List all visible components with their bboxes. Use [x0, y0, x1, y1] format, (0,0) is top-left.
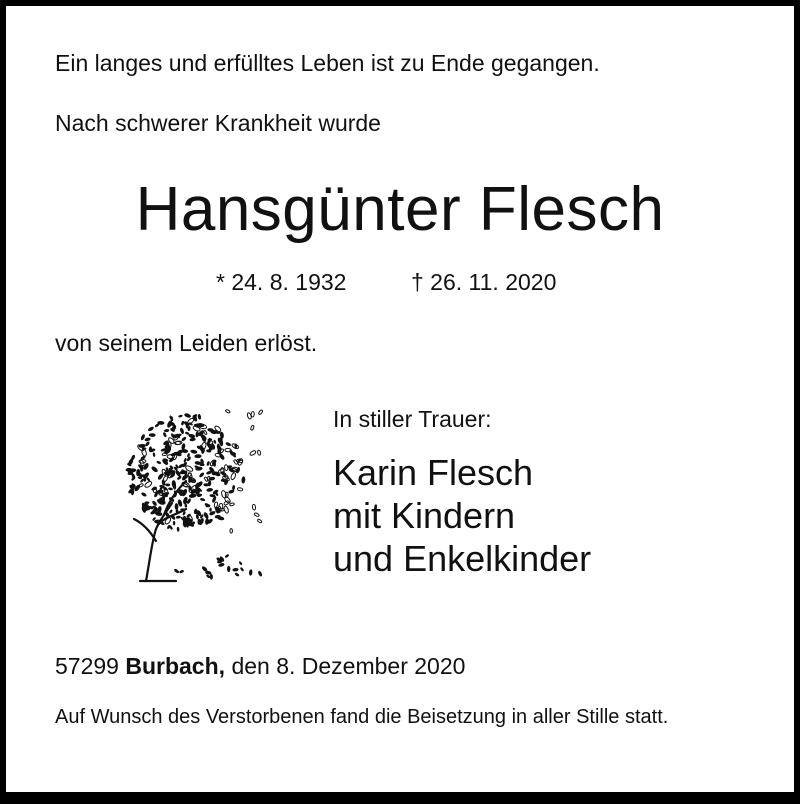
- closing-note: Auf Wunsch des Verstorbenen fand die Beisetzung in aller Stille statt.: [55, 706, 669, 728]
- post-name-line: von seinem Leiden erlöst.: [55, 330, 318, 356]
- birth-date: * 24. 8. 1932: [216, 269, 347, 295]
- place-date: den 8. Dezember 2020: [231, 653, 466, 679]
- pre-name-line: Nach schwerer Krankheit wurde: [55, 110, 381, 136]
- death-date: † 26. 11. 2020: [411, 269, 557, 295]
- mourner-line: und Enkelkinder: [333, 538, 592, 579]
- place-city: Burbach,: [125, 653, 226, 679]
- obituary-notice: [6, 6, 794, 792]
- windblown-tree-icon: [106, 391, 266, 586]
- place-zip: 57299: [55, 653, 119, 679]
- mourner-line: mit Kindern: [333, 495, 516, 536]
- place-and-date: [55, 653, 465, 680]
- mourner-line: Karin Flesch: [333, 452, 534, 493]
- deceased-name: Hansgünter Flesch: [135, 175, 665, 244]
- mourning-label: In stiller Trauer:: [333, 406, 492, 432]
- intro-line: Ein langes und erfülltes Leben ist zu Ende gegangen.: [55, 50, 600, 76]
